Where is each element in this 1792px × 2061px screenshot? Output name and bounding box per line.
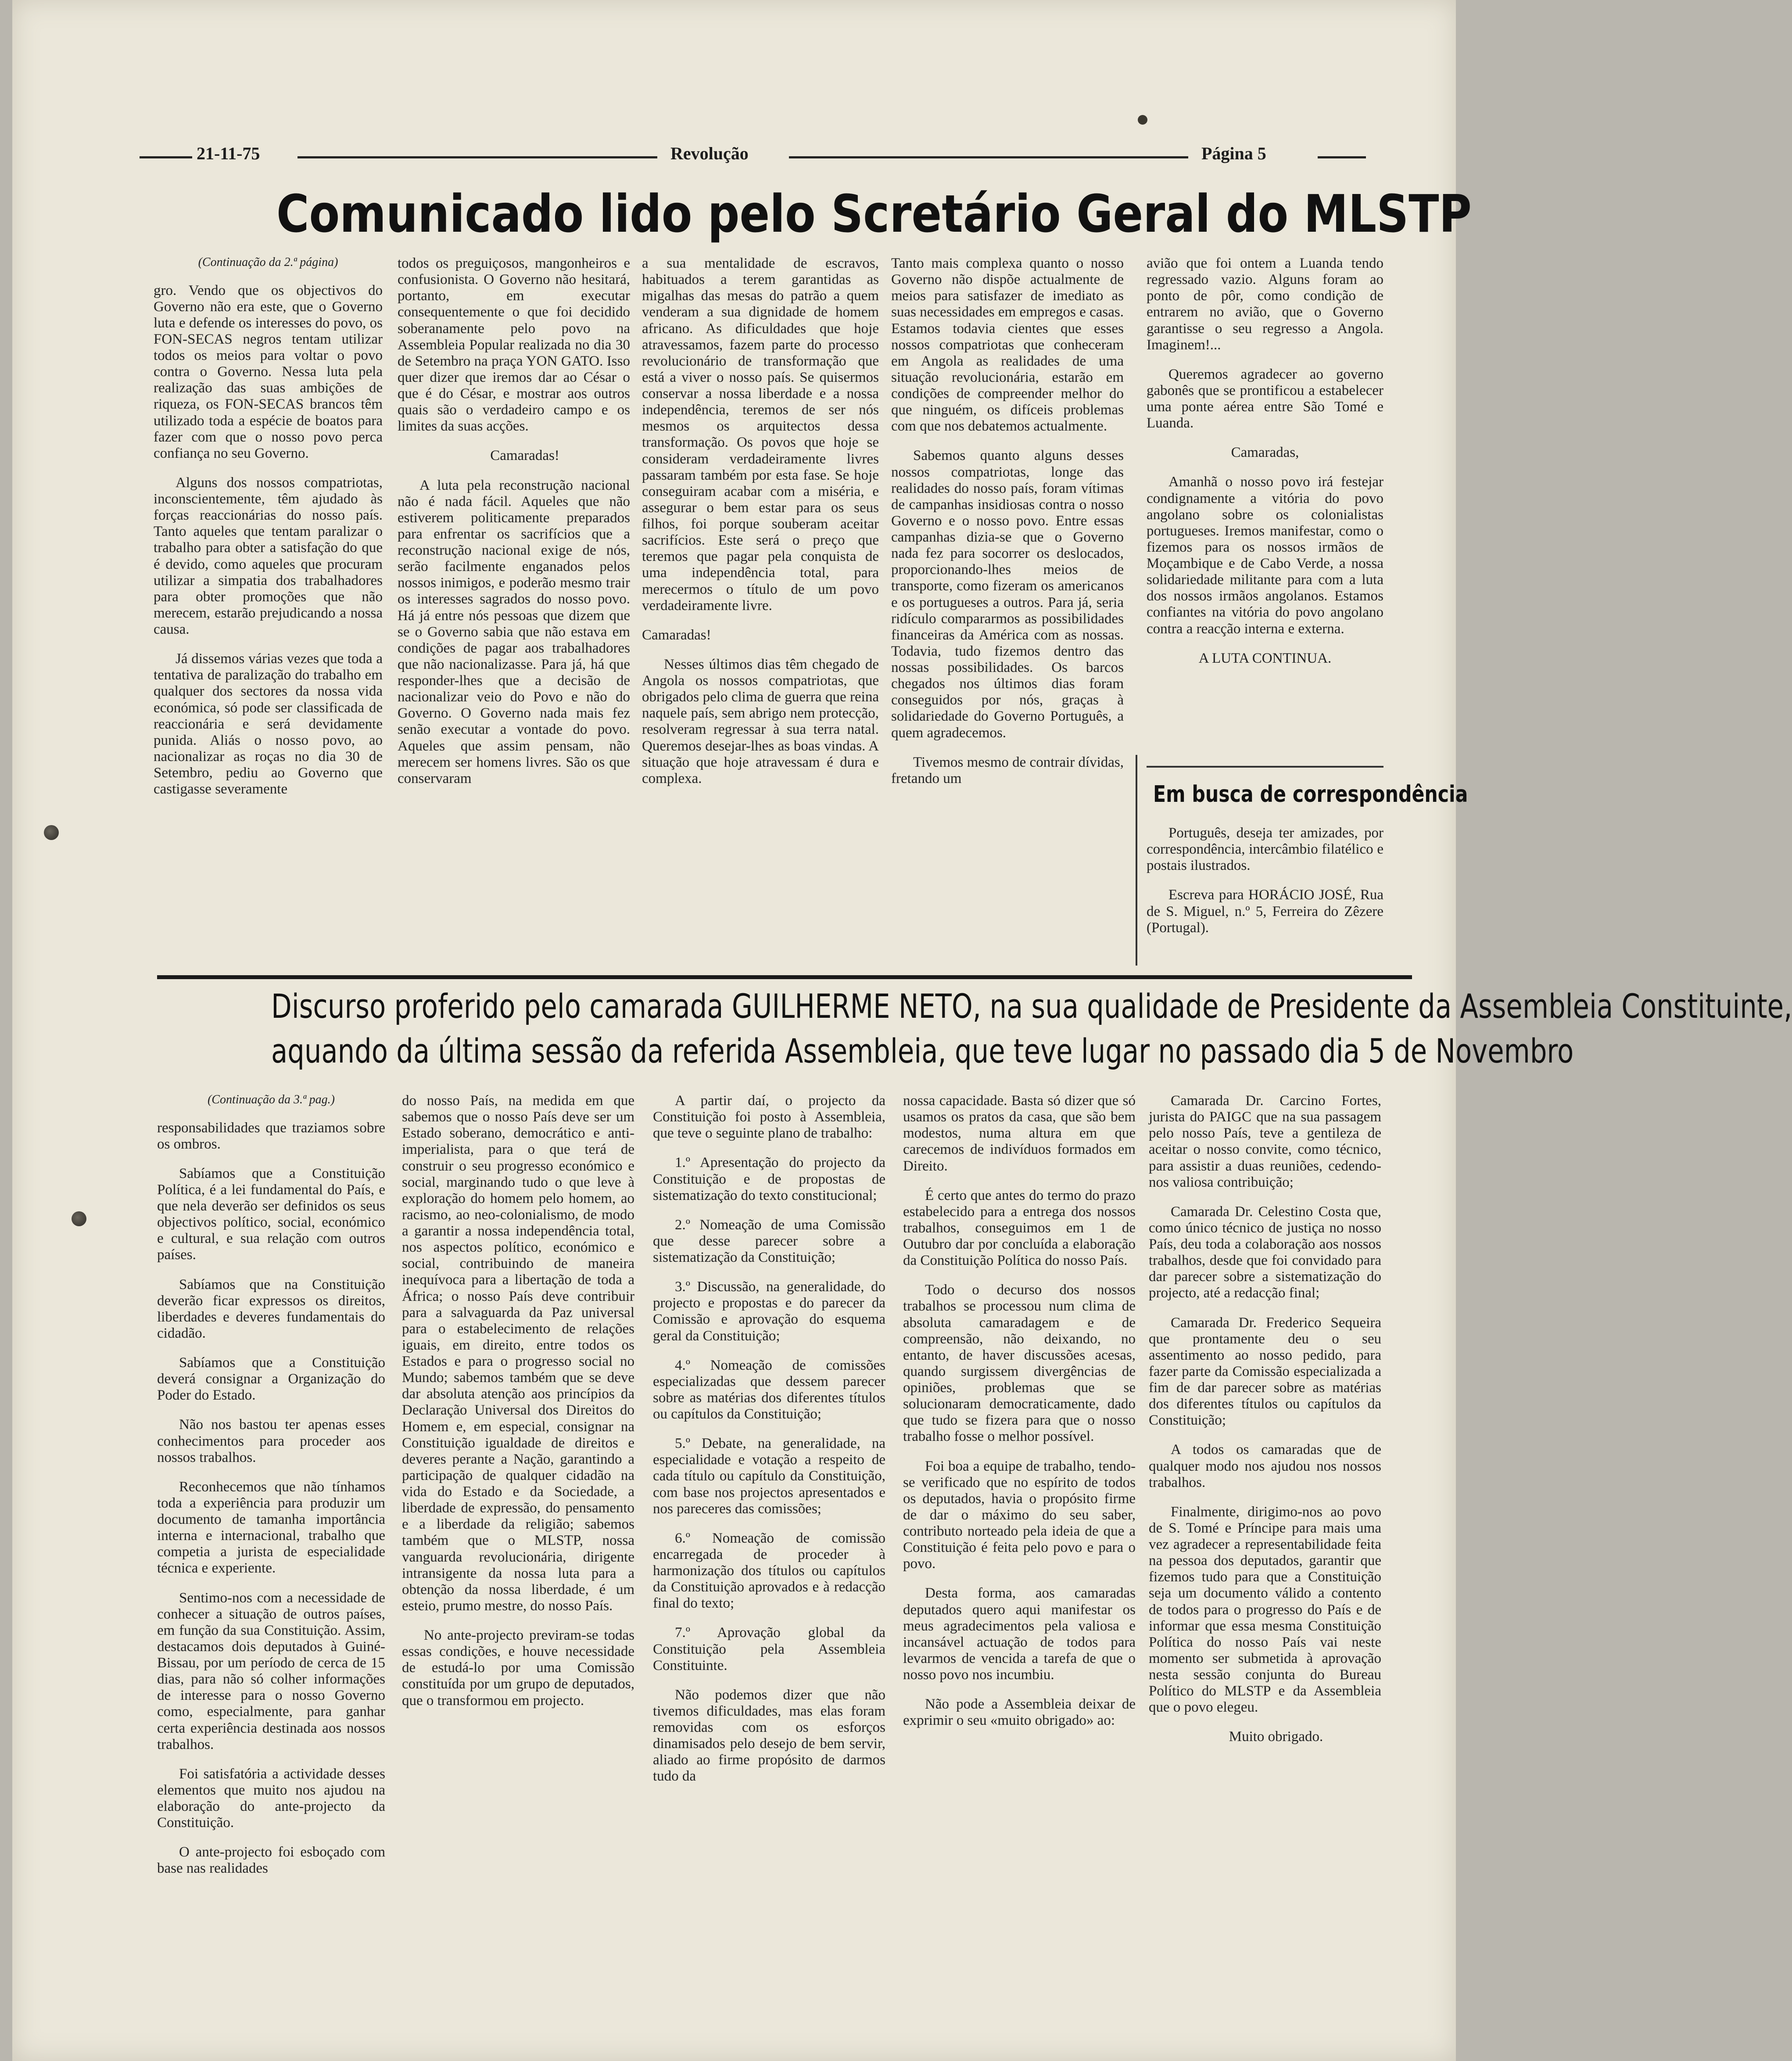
article1-column-3 (642, 255, 879, 966)
paragraph: Nesses últimos dias têm chegado de Angola os nossos compatriotas, que obrigados pelo clima de guerra que reina naquele país, sem abrigo nem protecção, resolveram regressar à sua terra natal. Queremos desejar-lhes as boas vindas. A situação que hoje atravessam é dura e complexa. (642, 656, 879, 786)
paragraph: Camarada Dr. Celestino Costa que, como único técnico de justiça no nosso País, deu toda a colaboração aos nossos trabalhos, desde que foi convidado para dar parecer sobre a sistematização do projecto, até a redacção final; (1149, 1203, 1381, 1301)
paragraph: gro. Vendo que os objectivos do Governo não era este, que o Governo luta e defende os interesses do povo, os FON-SECAS negros tentam utilizar todos os meios para voltar o povo contra o Governo. Nessa luta pela realização das suas ambições de riqueza, os FON-SECAS brancos têm utilizado toda a espécie de boatos para fazer com que o nosso povo perca confiança no seu Governo. (154, 282, 383, 461)
paragraph: A luta pela reconstrução nacional não é nada fácil. Aqueles que não estiverem politicamente preparados para enfrentar os sacrifícios que a reconstrução nacional exige de nós, serão facilmente enganados pelos nossos inimigos, e poderão mesmo trair os interesses sagrados do nosso povo. Há já entre nós pessoas que dizem que se o Governo sabia que não estava em condições de pagar aos trabalhadores que não nacionalizasse. Para já, há que responder-lhes que a decisão de nacionalizar veio do Povo e não do Governo. O Governo nada mais fez senão executar a vontade do povo. Aqueles que assim pensam, não merecem ser homens livres. São os que conservaram (398, 477, 630, 786)
article1-continuation: (Continuação da 2.ª página) (198, 255, 338, 269)
paragraph: Sabemos quanto alguns desses nossos compatriotas, longe das realidades do nosso país, foram vítimas de campanhas insidiosas contra o nosso Governo e o nosso povo. Entre essas campanhas dizia-se que o Governo nada fez para socorrer os deslocados, proporcionando-lhes meios de transporte, como fizeram os americanos e os portugueses a outros. Para já, seria ridículo compararmos as possibilidades financeiras da América com as nossas. Todavia, tudo fizemos dentro das nossas possibilidades. Os barcos chegados nos últimos dias foram conseguidos por nós, graças à solidariedade do Governo Português, a quem agradecemos. (891, 448, 1124, 741)
article1-column-4 (891, 255, 1124, 966)
paragraph: Alguns dos nossos compatriotas, inconscientemente, têm ajudado às forças reaccionárias do nosso país. Tanto aqueles que tentam paralizar o trabalho para obter a satisfação do que é devido, como aqueles que procuram utilizar a simpatia dos trabalhadores para obter promoções que não merecem, estarão prejudicando a nossa causa. (154, 474, 383, 637)
paragraph: Não podemos dizer que não tivemos dificuldades, mas elas foram removidas com os esforços dinamisados pelo desejo de bem servir, aliado ao firme propósito de darmos tudo da (653, 1687, 885, 1785)
header-rule-mid-left (297, 156, 657, 158)
paragraph: Já dissemos várias vezes que toda a tentativa de paralização do trabalho em qualquer dos sectores da nossa vida económica, só pode ser classificada de reaccionária e será devidamente punida. Aliás o nosso povo, ao nacionalizar as roças no dia 30 de Setembro, pediu ao Governo que castigasse severamente (154, 651, 383, 797)
paragraph: Amanhã o nosso povo irá festejar condignamente a vitória do povo angolano sobre os colonialistas portugueses. Iremos manifestar, como o fizemos para os nossos irmãos de Moçambique e de Cabo Verde, a nossa solidariedade militante para com a luta dos nossos irmãos angolanos. Estamos confiantes na vitória do povo angolano contra a reacção interna e externa. (1147, 474, 1383, 637)
paragraph: Muito obrigado. (1229, 1729, 1323, 1745)
paragraph: A todos os camaradas que de qualquer modo nos ajudou nos nossos trabalhos. (1149, 1442, 1381, 1490)
paragraph: nossa capacidade. Basta só dizer que só usamos os pratos da casa, que são bem modestos, numa altura em que carecemos de indivíduos formados em Direito. (903, 1093, 1136, 1174)
article2-continuation: (Continuação da 3.ª pag.) (207, 1093, 335, 1106)
paragraph: Sabíamos que a Constituição deverá consignar a Organização do Poder do Estado. (157, 1355, 385, 1404)
paragraph: Camarada Dr. Carcino Fortes, jurista do PAIGC que na sua passagem pelo nosso País, teve a gentileza de aceitar o nosso convite, como técnico, para assistir a duas reuniões, cedendo-nos valiosa contribuição; (1149, 1093, 1381, 1190)
paragraph: A partir daí, o projecto da Constituição foi posto à Assembleia, que teve o seguinte plano de trabalho: (653, 1093, 885, 1142)
paragraph: todos os preguiçosos, mangonheiros e confusionista. O Governo não hesitará, portanto, em executar consequentemente o que foi decidido soberanamente pelo povo na Assembleia Popular realizada no dia 30 de Setembro na praça YON GATO. Isso quer dizer que iremos dar ao César o que é do César, e mostrar aos outros quais são o verdadeiro campo e os limites da suas acções. (398, 255, 630, 434)
header-rule-right (1318, 156, 1366, 158)
header-page-number: Página 5 (1201, 144, 1266, 163)
paragraph: 6.º Nomeação de comissão encarregada de proceder à harmonização dos títulos ou capítulos da Constituição aprovados e à redacção final do texto; (653, 1530, 885, 1612)
paragraph: 2.º Nomeação de uma Comissão que desse parecer sobre a sistematização da Constituição; (653, 1217, 885, 1265)
paragraph: 7.º Aprovação global da Constituição pela Assembleia Constituinte. (653, 1625, 885, 1673)
header-rule-left (140, 156, 192, 158)
paragraph: Queremos agradecer ao governo gabonês que se prontificou a estabelecer uma ponte aérea entre São Tomé e Luanda. (1147, 366, 1383, 431)
paragraph: responsabilidades que traziamos sobre os ombros. (157, 1120, 385, 1152)
paragraph: Reconhecemos que não tínhamos toda a experiência para produzir um documento de tamanha importância interna e internacional, trabalho que competia a jurista de especialidade técnica e experiente. (157, 1479, 385, 1576)
paragraph: Sabíamos que na Constituição deverão ficar expressos os direitos, liberdades e deveres fundamentais do cidadão. (157, 1276, 385, 1341)
header-date: 21-11-75 (197, 144, 260, 163)
paragraph: Não nos bastou ter apenas esses conhecimentos para proceder aos nossos trabalhos. (157, 1417, 385, 1465)
paragraph: A LUTA CONTINUA. (1198, 650, 1332, 666)
article2-column-2 (402, 1093, 634, 1962)
paragraph: Desta forma, aos camaradas deputados quero aqui manifestar os meus agradecimentos pela valiosa e incansável actuação de todos para levarmos de vencida a tarefa de que o nosso povo nos incumbiu. (903, 1585, 1136, 1683)
paragraph: a sua mentalidade de escravos, habituados a terem garantidas as migalhas das mesas do patrão a quem venderam a sua dignidade de homem africano. As dificuldades que hoje atravessamos, fazem parte do processo revolucionário de transformação que está a viver o nosso país. Se quisermos conservar a nossa liberdade e a nossa independência, teremos de ser nós mesmos os arquitectos dessa transformação. Os povos que hoje se consideram verdadeiramente livres passaram também por esta fase. Se hoje conseguiram acabar com a miséria, e assegurar o bem estar para os seus filhos, foi porque souberam aceitar sacrifícios. Este será o preço que teremos que pagar pela conquista de uma independência total, para merecermos o título de um povo verdadeiramente livre. (642, 255, 879, 614)
paragraph: Camaradas! (490, 448, 559, 464)
paragraph: Todo o decurso dos nossos trabalhos se processou num clima de absoluta camaradagem e de compreensão, não deixando, no entanto, de haver discussões acesas, quando surgissem divergências de opiniões, problemas que se solucionaram democraticamente, dado que tudo se fizera para que o nosso trabalho fosse o melhor possível. (903, 1282, 1136, 1445)
paragraph: Sabíamos que a Constituição Política, é a lei fundamental do País, e que nela deverão ser definidos os seus objectivos político, social, económico e cultural, e sua relação com outros países. (157, 1165, 385, 1263)
paragraph: Finalmente, dirigimo-nos ao povo de S. Tomé e Príncipe para mais uma vez agradecer a representabilidade feita na pessoa dos deputados, garantir que fizemos tudo para que a Constituição seja um documento válido a contento de todos para o progresso do País e de informar que essa mesma Constituição Política do nosso País vai neste momento ser submetida à aprovação nesta sessão conjunta do Bureau Político do MLSTP e da Assembleia que o povo elegeu. (1149, 1504, 1381, 1716)
sidebar-left-rule (1136, 755, 1137, 966)
paragraph: Não pode a Assembleia deixar de exprimir o seu «muito obrigado» ao: (903, 1696, 1136, 1729)
article-divider (157, 975, 1412, 979)
sidebar-body (1147, 825, 1383, 970)
paragraph: Camaradas, (1231, 445, 1299, 461)
newspaper-page (12, 0, 1792, 2061)
article2-column-3 (653, 1093, 885, 1962)
article1-title: Comunicado lido pelo Scretário Geral do MLSTP (276, 183, 1472, 244)
paragraph: O ante-projecto foi esboçado com base nas realidades (157, 1844, 385, 1877)
paragraph: Tivemos mesmo de contrair dívidas, fretando um (891, 754, 1124, 786)
punch-hole-top (44, 825, 59, 840)
sidebar-text: Português, deseja ter amizades, por correspondência, intercâmbio filatélico e postais ilustrados. (1147, 825, 1383, 874)
paragraph: 1.º Apresentação do projecto da Constituição e de propostas de sistematização do texto constitucional; (653, 1155, 885, 1203)
paragraph: É certo que antes do termo do prazo estabelecido para a entrega dos nossos trabalhos, conseguimos em 1 de Outubro dar por concluída a elaboração da Constituição Política do nosso País. (903, 1187, 1136, 1269)
sidebar-contact: Escreva para HORÁCIO JOSÉ, Rua de S. Miguel, n.º 5, Ferreira do Zêzere (Portugal). (1147, 887, 1383, 936)
paragraph: Tanto mais complexa quanto o nosso Governo não dispõe actualmente de meios para satisfazer de imediato as suas necessidades em empregos e casas. Estamos todavia cientes que esses nossos compatriotas que conheceram em Angola as realidades de uma situação revolucionária, estarão em condições de compreender melhor do que ninguém, os difíceis problemas com que nos debatemos actualmente. (891, 255, 1124, 434)
article2-title-line-2: aquando da última sessão da referida Assembleia, que teve lugar no passado dia 5 de Novembro (271, 1031, 1574, 1070)
paragraph: do nosso País, na medida em que sabemos que o nosso País deve ser um Estado soberano, democrático e anti-imperialista, para o que terá de construir o seu progresso económico e social, marginando tudo o que leve à exploração do homem pelo homem, ao racismo, ao neo-colonialismo, de modo a garantir a nossa independência total, nos aspectos político, económico e social, contribuindo de maneira inequívoca para a libertação de toda a África; o nosso País deve contribuir para a salvaguarda da Paz universal para o estabelecimento de relações iguais, em direito, entre todos os Estados e para o progresso social no Mundo; sabemos também que se deve dar absoluta atenção aos princípios da Declaração Universal dos Direitos do Homem e, em especial, consignar na Constituição igualdade de direitos e deveres perante a Nação, garantindo a participação de qualquer cidadão na vida do Estado e da Sociedade, a liberdade de expressão, do pensamento e a liberdade da religião; sabemos também que o MLSTP, nossa vanguarda revolucionária, dirigente intransigente da nossa luta para a obtenção da nossa liberdade, é um esteio, prumo mestre, do nosso País. (402, 1093, 634, 1614)
paragraph: Foi boa a equipe de trabalho, tendo-se verificado que no espírito de todos os deputados, havia o propósito firme de dar o máximo do seu saber, contributo norteado pela ideia de que a Constituição é feita pelo povo e para o povo. (903, 1458, 1136, 1572)
paragraph: 3.º Discussão, na generalidade, do projecto e propostas e do parecer da Comissão e aprovação do esquema geral da Constituição; (653, 1279, 885, 1344)
paragraph: 4.º Nomeação de comissões especializadas que dessem parecer sobre as matérias dos diferentes títulos ou capítulos da Constituição; (653, 1357, 885, 1422)
sidebar-title: Em busca de correspondência (1153, 781, 1468, 808)
article2-title-line-1: Discurso proferido pelo camarada GUILHERME NETO, na sua qualidade de Presidente da Assembleia Constituinte, (271, 987, 1792, 1026)
article2-column-1 (157, 1093, 385, 1962)
header-rule-mid-right (789, 156, 1188, 158)
paragraph: No ante-projecto previram-se todas essas condições, e houve necessidade de estudá-lo por uma Comissão constituída por um grupo de deputados, que o transformou em projecto. (402, 1627, 634, 1709)
paragraph: Sentimo-nos com a necessidade de conhecer a situação de outros países, em função da sua Constituição. Assim, destacamos dois deputados à Guiné-Bissau, por um período de cerca de 15 dias, para não só colher informações de interesse para o nosso Governo como, especialmente, para ganhar certa experiência destinada aos nossos trabalhos. (157, 1590, 385, 1752)
punch-hole-bottom (72, 1211, 86, 1226)
paragraph: avião que foi ontem a Luanda tendo regressado vazio. Alguns foram ao ponto de pôr, como condição de entrarem no avião, que o Governo garantisse o seu regresso a Angola. Imaginem!... (1147, 255, 1383, 353)
paragraph: Camaradas! (642, 627, 711, 643)
sidebar-top-rule (1147, 766, 1383, 768)
article1-column-1 (154, 255, 383, 966)
paragraph: Camarada Dr. Frederico Sequeira que prontamente deu o seu assentimento ao nosso pedido, para fazer parte da Comissão especializada a fim de dar parecer sobre as matérias dos diferentes títulos ou capítulos da Constituição; (1149, 1314, 1381, 1429)
article2-column-5 (1149, 1093, 1381, 1962)
paragraph: 5.º Debate, na generalidade, na especialidade e votação a respeito de cada título ou capítulo da Constituição, com base nos projectos apresentados e nos pareceres das comissões; (653, 1436, 885, 1517)
header-publication: Revolução (670, 144, 749, 163)
article1-column-5 (1147, 255, 1383, 756)
article1-column-2 (398, 255, 630, 966)
article2-column-4 (903, 1093, 1136, 1962)
ink-speck (1138, 115, 1147, 125)
paragraph: Foi satisfatória a actividade desses elementos que muito nos ajudou na elaboração do ante-projecto da Constituição. (157, 1766, 385, 1831)
